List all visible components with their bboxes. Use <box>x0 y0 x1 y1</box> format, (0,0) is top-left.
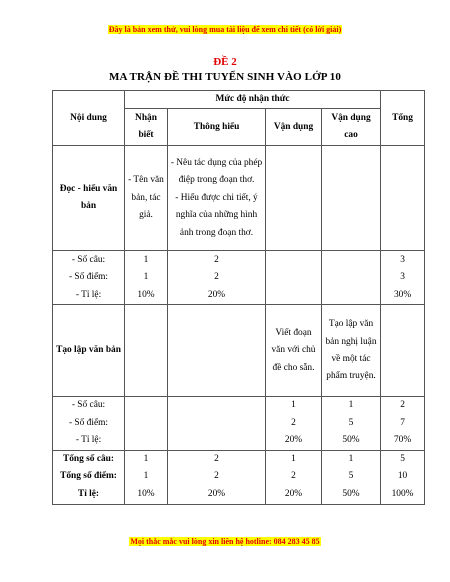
tao-lap-van-dung-cao: Tạo lập văn bản nghị luận về một tác phẩm truyện. <box>322 305 381 397</box>
stat-value: 50% <box>342 435 360 446</box>
totals-thong-hieu <box>168 450 266 504</box>
stat-value: 20% <box>284 435 303 446</box>
total-value: 1 <box>143 471 149 482</box>
stat-value: 1 <box>291 400 296 411</box>
total-value: 20% <box>207 488 226 499</box>
totals-van-dung <box>266 450 322 504</box>
tao-lap-nhan-biet <box>125 305 168 397</box>
total-value: 10% <box>137 488 155 499</box>
tao-lap-thong-hieu <box>168 305 266 397</box>
tao-lap-content-row <box>53 305 425 397</box>
doc-hieu-van-dung <box>266 146 322 251</box>
stat-value: 7 <box>400 417 405 428</box>
hotline-banner <box>0 537 450 546</box>
stat-value: 20% <box>207 289 226 300</box>
tao-lap-van-dung-stats <box>266 397 322 450</box>
stat-value: 1 <box>348 400 354 411</box>
stat-value: 2 <box>214 272 219 283</box>
stat-value: 10% <box>137 289 155 300</box>
tao-lap-tong-stats <box>381 397 425 450</box>
tao-lap-nhan-biet-stats <box>125 397 168 450</box>
doc-hieu-thong-hieu <box>168 146 266 251</box>
doc-hieu-thong-hieu-item: - Hiểu được chi tiết, ý nghĩa của những hình ảnh trong đoạn thơ. <box>175 192 258 238</box>
tao-lap-label: Tạo lập văn bản <box>53 305 125 397</box>
stat-value: 30% <box>393 289 412 300</box>
total-value: 1 <box>348 453 354 464</box>
doc-hieu-tong <box>381 146 425 251</box>
total-label: Tổng số điểm: <box>60 471 117 482</box>
doc-hieu-nhan-biet: - Tên văn bản, tác giả. <box>125 146 168 251</box>
total-label: Tổng số câu: <box>62 453 115 464</box>
doc-hieu-stats-row <box>53 251 425 305</box>
doc-hieu-thong-hieu-stats <box>168 251 266 305</box>
tao-lap-thong-hieu-stats <box>168 397 266 450</box>
tao-lap-van-dung: Viết đoạn văn với chủ đề cho sẵn. <box>266 305 322 397</box>
header-muc-do: Mức độ nhận thức <box>125 91 381 109</box>
total-value: 1 <box>143 453 149 464</box>
total-label: Tỉ lệ: <box>77 488 100 499</box>
doc-hieu-van-dung-stats <box>266 251 322 305</box>
total-value: 5 <box>400 453 405 464</box>
total-value: 5 <box>348 471 354 482</box>
header-nhan-biet: Nhận biết <box>125 109 168 146</box>
preview-notice-text: Đây là bản xem thử, vui lòng mua tài liệu để xem chi tiết (có lời giải) <box>108 25 342 34</box>
stat-label: - Số điểm: <box>68 272 109 283</box>
tao-lap-stats-row <box>53 397 425 450</box>
page-title: MA TRẬN ĐỀ THI TUYỂN SINH VÀO LỚP 10 <box>108 71 341 83</box>
doc-hieu-content-row <box>53 146 425 251</box>
total-value: 50% <box>342 488 360 499</box>
stat-label: - Số điểm: <box>68 417 109 428</box>
total-value: 2 <box>291 471 296 482</box>
total-value: 100% <box>391 488 414 499</box>
doc-hieu-nhan-biet-stats <box>125 251 168 305</box>
stat-value: 2 <box>291 417 296 428</box>
tao-lap-tong <box>381 305 425 397</box>
stat-value: 2 <box>400 400 405 411</box>
total-value: 10 <box>397 471 408 482</box>
tao-lap-van-dung-cao-stats <box>322 397 381 450</box>
stat-value: 70% <box>393 435 412 446</box>
doc-hieu-stats-labels <box>53 251 125 305</box>
totals-van-dung-cao <box>322 450 381 504</box>
stat-value: 1 <box>143 254 149 265</box>
totals-nhan-biet <box>125 450 168 504</box>
doc-hieu-label: Đọc - hiểu văn bản <box>53 146 125 251</box>
header-tong: Tổng <box>381 91 425 146</box>
total-value: 20% <box>284 488 303 499</box>
header-row <box>53 91 425 109</box>
header-van-dung-cao: Vận dụng cao <box>322 109 381 146</box>
doc-hieu-thong-hieu-item: - Nêu tác dụng của phép điệp trong đoạn thơ. <box>170 157 263 186</box>
totals-labels <box>53 450 125 504</box>
preview-notice-banner <box>0 25 450 34</box>
header-noi-dung: Nội dung <box>53 91 125 146</box>
header-thong-hieu: Thông hiểu <box>168 109 266 146</box>
total-value: 2 <box>214 453 219 464</box>
doc-hieu-van-dung-cao <box>322 146 381 251</box>
total-value: 1 <box>291 453 296 464</box>
stat-label: - Số câu: <box>71 400 106 411</box>
hotline-text: Mọi thắc mắc vui lòng xin liên hệ hotline: 084 283 45 85 <box>130 537 320 546</box>
totals-tong <box>381 450 425 504</box>
stat-label: - Số câu: <box>71 254 106 265</box>
doc-hieu-van-dung-cao-stats <box>322 251 381 305</box>
stat-value: 3 <box>400 254 405 265</box>
stat-value: 1 <box>143 272 149 283</box>
stat-value: 2 <box>214 254 219 265</box>
exam-number: ĐỀ 2 <box>213 56 237 68</box>
doc-hieu-tong-stats <box>381 251 425 305</box>
stat-value: 3 <box>400 272 405 283</box>
stat-label: - Tỉ lệ: <box>75 289 102 300</box>
tao-lap-stats-labels <box>53 397 125 450</box>
total-value: 2 <box>214 471 219 482</box>
stat-value: 5 <box>348 417 354 428</box>
totals-row <box>53 450 425 504</box>
exam-matrix-table <box>52 90 425 505</box>
stat-label: - Tỉ lệ: <box>75 435 102 446</box>
header-van-dung: Vận dụng <box>266 109 322 146</box>
